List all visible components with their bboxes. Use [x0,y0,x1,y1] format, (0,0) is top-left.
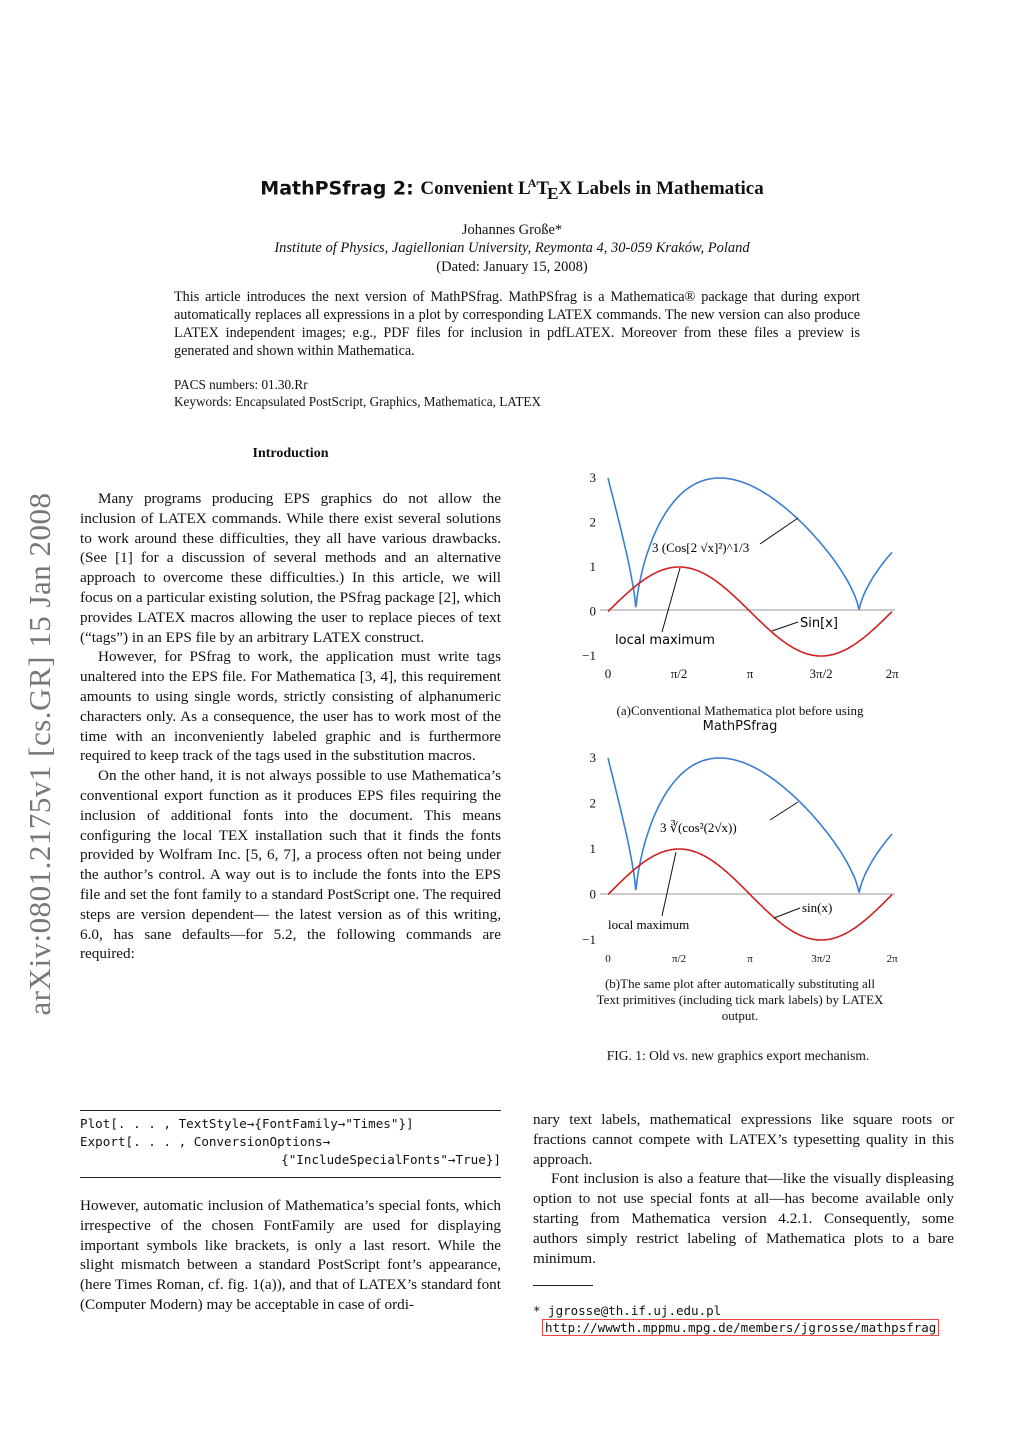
pb-x-tick-label: π [747,953,753,965]
right-column-text [533,1110,954,1268]
paper-title: MathPSfrag 2: Convenient $L^AT_EX$ Labels in Mathematica [260,176,764,204]
code-line-3: {"IncludeSpecialFonts"→True}] [281,1152,501,1167]
pb-x-tick-label: 2π [886,953,898,965]
caption-a-line-2: MathPSfrag [702,719,778,734]
pa-x-tick-label: 3π/2 [809,666,833,681]
keywords: Keywords: Encapsulated PostScript, Graphics, Mathematica, LATEX [174,394,541,409]
paragraph-4: However, automatic inclusion of Mathematica’s special fonts, which irrespective of the chosen FontFamily are used for displaying important symbols like brackets, is only a last resort. While the slight mismatch between a standard PostScript font’s appearance, (here Times Roman, cf. fig. 1(a)), and that of LATEX’s standard font (Computer Modern) may be acceptable in case of ordi- [80,1197,501,1313]
code-block [80,1110,501,1178]
plot-b-blue-series [608,758,892,892]
footnote-url-link[interactable]: http://wwwth.mppmu.mpg.de/members/jgrosse/mathpsfrag [542,1319,939,1336]
pb-y-tick-label: 1 [589,841,596,856]
affiliation: Institute of Physics, Jagiellonian University, Reymonta 4, 30-059 Kraków, Poland [274,240,750,256]
plot-b [560,746,920,972]
plot-a-arrow-blue [760,518,798,544]
plot-b-arrow-blue [770,802,798,820]
caption-b [560,976,920,1024]
pb-x-tick-label: 0 [605,953,611,965]
pb-x-tick-label: 3π/2 [811,953,831,965]
pb-y-tick-label: 2 [589,795,596,811]
plot-a-blue-series [608,478,892,609]
footnote-email[interactable]: * jgrosse@th.if.uj.edu.pl [533,1303,722,1318]
caption-a-line-1: (a)Conventional Mathematica plot before using [616,703,864,718]
plot-b-arrow-sin [774,908,800,918]
pa-y-tick-label: 2 [589,514,596,530]
paragraph-6: Font inclusion is also a feature that—like the visually displeasing option to not use special fonts at all—has become available only starting from Mathematica version 4.2.1. Consequently, some authors simply restrict labeling of Mathematica plots to a bare minimum. [533,1170,954,1267]
footnote-rule [533,1285,593,1286]
pacs: PACS numbers: 01.30.Rr [174,377,308,392]
plot-b-arrow-max [662,852,676,916]
plot-a-label-blue: 3 (Cos[2 √x]²)^1/3 [652,540,750,555]
footnote-url[interactable] [542,1320,939,1335]
arxiv-id: arXiv:0801.2175v1 [cs.GR] 15 Jan 2008 [22,492,57,1016]
caption-b-line-3: output. [721,1008,759,1023]
date: (Dated: January 15, 2008) [436,259,588,275]
arxiv-sidebar-stamp [14,464,66,1044]
intro-text [80,489,501,964]
pa-x-tick-label: π [746,666,754,681]
pa-x-tick-label: 2π [885,666,899,681]
pa-y-tick-label: 1 [589,559,596,574]
plot-a-label-max: local maximum [615,633,715,648]
figure-caption: FIG. 1: Old vs. new graphics export mechanism. [606,1048,870,1063]
pb-x-tick-label: π/2 [671,953,687,965]
caption-a [560,703,920,735]
caption-b-line-1: (b)The same plot after automatically substituting all [604,976,876,991]
paragraph-5: nary text labels, mathematical expressions like square roots or fractions cannot compete with LATEX’s typesetting quality in this approach. [533,1111,954,1168]
plot-a-label-sin: Sin[x] [800,616,838,631]
pb-y-tick-label: −1 [582,932,596,947]
pb-y-tick-label: 3 [589,750,596,765]
code-line-1: Plot[. . . , TextStyle→{FontFamily→"Times"}] [80,1116,414,1131]
paragraph-2: However, for PSfrag to work, the application must write tags unaltered into the EPS file. For Mathematica [3, 4], this requirement amounts to using single words, strictly consisting of alphanumeric characters only. As a consequence, the user has to work most of the time with an inconveniently labeled graphic and is furthermore required to keep track of the tags used in the substitution macros. [80,648,501,765]
paragraph-3: On the other hand, it is not always possible to use Mathematica’s conventional export function as it produces EPS files requiring the inclusion of additional fonts into the document. This means configuring the local TEX installation such that it finds the fonts provided by Wolfram Inc. [5, 6, 7], a process often not being under the author’s control. A way out is to include the fonts into the EPS file and set the font family to a standard PostScript one. The required steps are version dependent— the latest version as of this writing, 6.0, has sane defaults—for 5.2, the following commands are required: [80,767,501,963]
pa-x-tick-label: 0 [604,666,612,681]
plot-b-label-max: local maximum [608,917,690,932]
plot-a-arrow-max [662,568,680,632]
plot-b-label-sin: sin(x) [802,900,833,915]
plot-a [560,466,920,696]
pa-x-tick-label: π/2 [670,666,688,681]
pa-y-tick-label: 0 [589,603,596,619]
pb-y-tick-label: 0 [589,886,596,902]
caption-b-line-2: Text primitives (including tick mark labels) by LATEX [596,992,884,1007]
plot-b-label-blue: 3 ∛(cos²(2√x)) [660,820,737,835]
author: Johannes Große* [461,222,563,238]
code-line-2: Export[. . . , ConversionOptions→ [80,1134,331,1149]
paragraph-1: Many programs producing EPS graphics do not allow the inclusion of LATEX commands. While there exist several solutions to work around these difficulties, they all have various drawbacks. (See [1] for a discussion of several methods and an alternative approach to overcome these difficulties.) In this article, we will focus on a particular existing solution, the PSfrag package [2], which provides LATEX macros allowing the user to replace pieces of text (“tags”) in an EPS file by an arbitrary LATEX construct. [80,490,501,646]
abstract: This article introduces the next version of MathPSfrag. MathPSfrag is a Mathematica® package that during export automatically replaces all expressions in a plot by corresponding LATEX commands. The new version can also produce LATEX independent images; e.g., PDF files for inclusion in pdfLATEX. Moreover from these files a preview is generated and shown within Mathematica. [174,289,860,359]
pa-y-tick-label: 3 [589,470,596,485]
section-heading: Introduction [252,446,329,461]
plot-a-arrow-sin [772,622,798,631]
pa-y-tick-label: −1 [582,648,596,663]
